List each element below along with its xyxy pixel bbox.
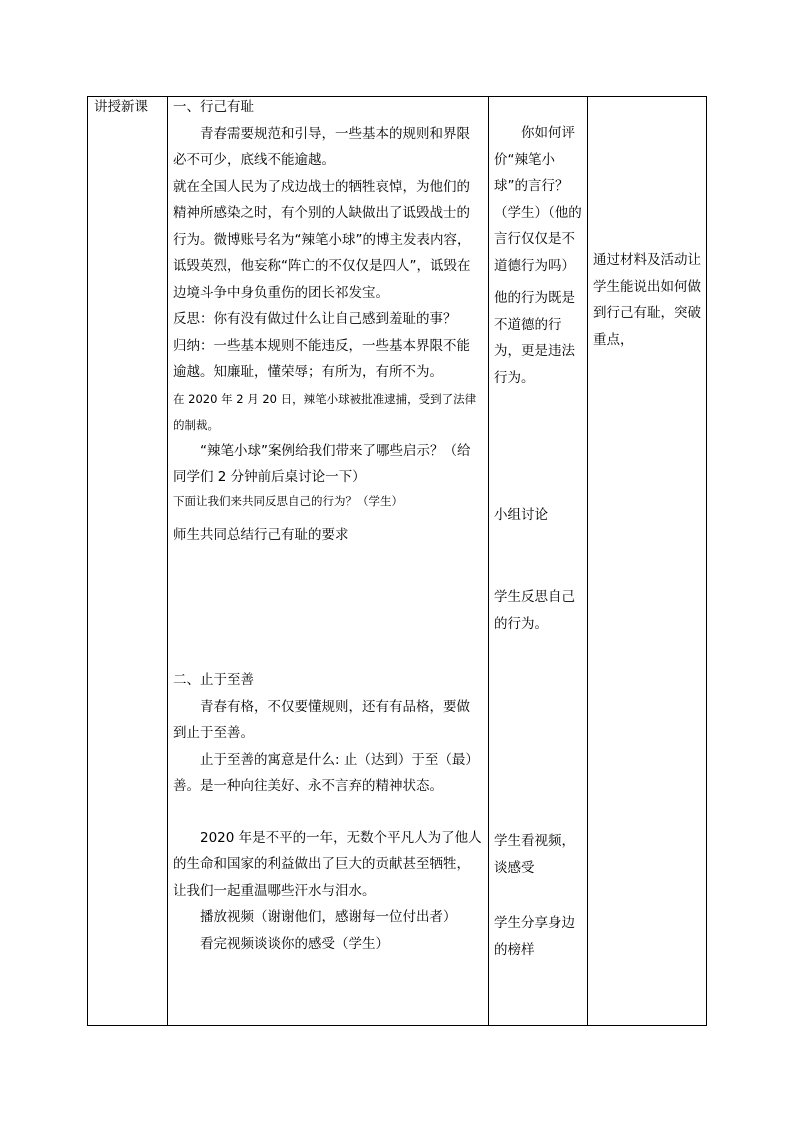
section2-paragraph-3: 2020 年是不平的一年，无数个平凡人为了他人的生命和国家的利益做出了巨大的贡献甚至牺牲，让我们一起重温哪些汗水与泪水。	[173, 829, 482, 899]
section2-cell	[173, 667, 483, 957]
stage-label: 讲授新课	[94, 99, 148, 115]
student-activity-share: 学生分享身边的榜样	[494, 915, 575, 958]
student-activity-reflect: 学生反思自己的行为。	[494, 589, 575, 632]
section1-paragraph-4: 归纳：一些基本规则不能违反，一些基本界限不能逾越。知廉耻，懂荣辱；有所为，有所不为。	[173, 337, 470, 380]
section1-paragraph-5: 在 2020 年 2 月 20 日，辣笔小球被批准逮捕，受到了法律的制裁。	[173, 391, 477, 432]
student-activity-discuss: 小组讨论	[494, 507, 548, 523]
student-activity-a1: 他的行为既是不道德的行为，更是违法行为。	[494, 290, 575, 386]
section2-paragraph-4: 播放视频（谢谢他们，感谢每一位付出者）	[200, 909, 457, 925]
table-divider-1	[167, 96, 168, 1026]
table-border-left	[87, 96, 88, 1026]
student-activity-q1: 你如何评价“辣笔小球”的言行？（学生）（他的言行仅仅是不道德行为吗）	[494, 125, 582, 274]
section2-title: 二、止于至善	[173, 672, 254, 688]
section1-paragraph-1: 青春需要规范和引导，一些基本的规则和界限必不可少，底线不能逾越。	[173, 125, 470, 168]
main-content-cell	[173, 94, 483, 548]
section2-paragraph-5: 看完视频谈谈你的感受（学生）	[200, 935, 389, 952]
section1-paragraph-3: 反思：你有没有做过什么让自己感到羞耻的事？	[173, 311, 457, 327]
section2-paragraph-1: 青春有格，不仅要懂规则，还有有品格，要做到止于至善。	[173, 698, 470, 741]
section1-title: 一、行己有耻	[173, 99, 254, 115]
student-activity-video: 学生看视频，谈感受	[494, 833, 575, 876]
section2-paragraph-2: 止于至善的寓意是什么: 止（达到）于至（最）善。是一种向往美好、永不言弃的精神状态。	[173, 751, 479, 794]
section1-paragraph-8: 师生共同总结行己有耻的要求	[173, 526, 349, 543]
table-border-right	[706, 96, 707, 1026]
table-divider-3	[587, 96, 588, 1026]
design-intent: 通过材料及活动让学生能说出如何做到行己有耻，突破重点，	[593, 252, 701, 348]
section1-paragraph-6: “辣笔小球”案例给我们带来了哪些启示？（给同学们 2 分钟前后桌讨论一下）	[173, 442, 471, 485]
table-border-bottom	[87, 1025, 707, 1026]
section1-paragraph-2: 就在全国人民为了戍边战士的牺牲哀悼，为他们的精神所感染之时，有个别的人缺做出了诋毁战士的行为。微博账号名为“辣笔小球”的博主发表内容，诋毁英烈，他妄称“阵亡的不仅仅是四人”，诋毁在边境斗争中身负重伤的团长祁发宝。	[173, 178, 471, 301]
section1-paragraph-7: 下面让我们来共同反思自己的行为？（学生）	[173, 493, 403, 508]
table-divider-2	[488, 96, 489, 1026]
